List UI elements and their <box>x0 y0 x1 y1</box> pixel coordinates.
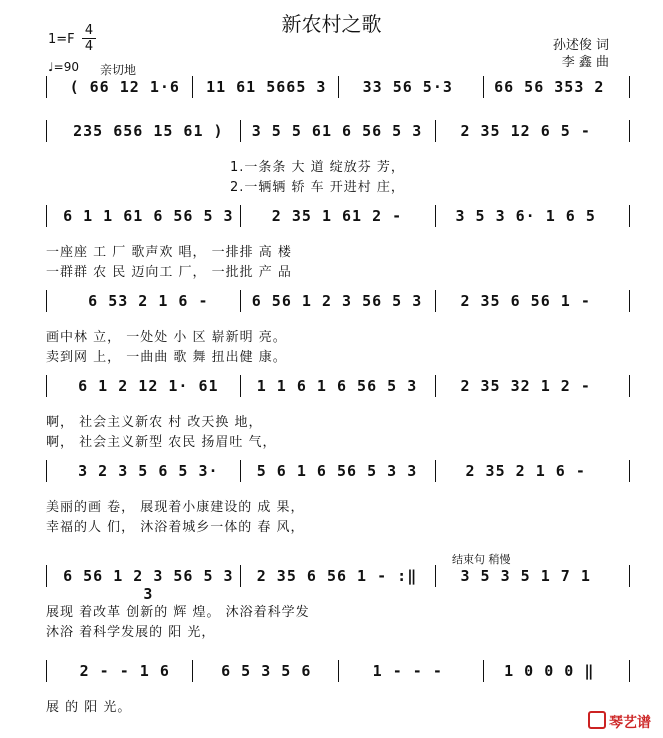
measure: 1 1 6 1 6 56 5 3 <box>256 377 418 395</box>
lyric-line: 一座座 工 厂 歌声欢 唱， 一排排 高 楼 <box>46 245 292 260</box>
time-top: 4 <box>84 23 94 38</box>
expression-mark: 亲切地 <box>100 63 137 77</box>
measure: 3 5 3 6· 1 6 5 <box>455 207 596 225</box>
notation-row <box>46 290 630 314</box>
measure: 11 61 5665 3 <box>206 78 327 96</box>
lyric-line: 啊， 社会主义新型 农民 扬眉吐 气， <box>46 435 277 450</box>
lyric-line: 美丽的画 卷， 展现着小康建设的 成 果， <box>46 500 305 515</box>
notation-row <box>46 565 630 603</box>
measure: 2 - - 1 6 <box>79 662 170 680</box>
measure: 6 56 1 2 3 56 5 3 3 <box>63 567 234 603</box>
measure: 6 53 2 1 6 - <box>88 292 209 310</box>
tempo-note-icon: ♩ <box>48 60 54 74</box>
lyric-line: 一群群 农 民 迈向工 厂， 一批批 产 品 <box>46 265 292 280</box>
tempo-value: =90 <box>53 60 79 74</box>
measure: 6 5 3 5 6 <box>221 662 312 680</box>
notation-row <box>46 205 630 229</box>
measure: 2 35 6 56 1 - :‖ <box>256 567 418 585</box>
measure: 66 56 353 2 <box>494 78 605 96</box>
lyric-line: 展现 着改革 创新的 辉 煌。 沐浴着科学发 <box>46 605 310 620</box>
composer-credit: 李 鑫 曲 <box>561 55 609 70</box>
measure: 2 35 6 56 1 - <box>460 292 591 310</box>
measure: 2 35 12 6 5 - <box>460 122 591 140</box>
lyric-line: 啊， 社会主义新农 村 改天换 地， <box>46 415 263 430</box>
measure: 3 2 3 5 6 5 3· <box>78 462 219 480</box>
lyricist-credit: 孙述俊 词 <box>552 38 609 53</box>
lyric-line: 幸福的人 们， 沐浴着城乡一体的 春 风， <box>46 520 305 535</box>
measure: 2 35 1 61 2 - <box>271 207 403 225</box>
measure: ( 66 12 1·6 <box>69 78 180 96</box>
measure: 1 - - - <box>372 662 443 680</box>
measure: 3 5 3 5 1 7 1 <box>460 567 591 585</box>
measure: 3 5 5 61 6 56 5 3 <box>251 122 423 140</box>
measure: 2 35 32 1 2 - <box>460 377 591 395</box>
measure: 2 35 2 1 6 - <box>465 462 586 480</box>
measure: 235 656 15 61 ) <box>73 122 224 140</box>
key-signature: 1=F <box>48 32 75 47</box>
notation-row <box>46 120 630 144</box>
measure: 6 1 2 12 1· 61 <box>78 377 219 395</box>
watermark-text: 琴艺谱 <box>609 715 651 731</box>
lyric-line: 卖到网 上， 一曲曲 歌 舞 扭出健 康。 <box>46 350 287 365</box>
lyric-line: 1.一条条 大 道 绽放芬 芳， <box>230 160 405 175</box>
measure: 33 56 5·3 <box>362 78 453 96</box>
measure: 1 0 0 0 ‖ <box>504 662 595 680</box>
time-bottom: 4 <box>84 39 94 54</box>
lyric-line: 展 的 阳 光。 <box>46 700 132 715</box>
measure: 6 56 1 2 3 56 5 3 <box>251 292 423 310</box>
logo-icon <box>588 711 606 729</box>
time-signature <box>82 24 96 53</box>
measure: 5 6 1 6 56 5 3 3 <box>256 462 418 480</box>
song-title: 新农村之歌 <box>281 12 382 36</box>
lyric-line: 画中林 立， 一处处 小 区 崭新明 亮。 <box>46 330 287 345</box>
notation-row <box>46 76 630 100</box>
site-watermark <box>588 711 651 732</box>
notation-row <box>46 660 630 684</box>
lyric-line: 沐浴 着科学发展的 阳 光， <box>46 625 216 640</box>
lyric-line: 2.一辆辆 轿 车 开进村 庄， <box>230 180 405 195</box>
notation-row <box>46 375 630 399</box>
measure: 6 1 1 61 6 56 5 3 <box>63 207 234 225</box>
ending-label: 结束句 稍慢 <box>452 553 511 566</box>
notation-row <box>46 460 630 484</box>
